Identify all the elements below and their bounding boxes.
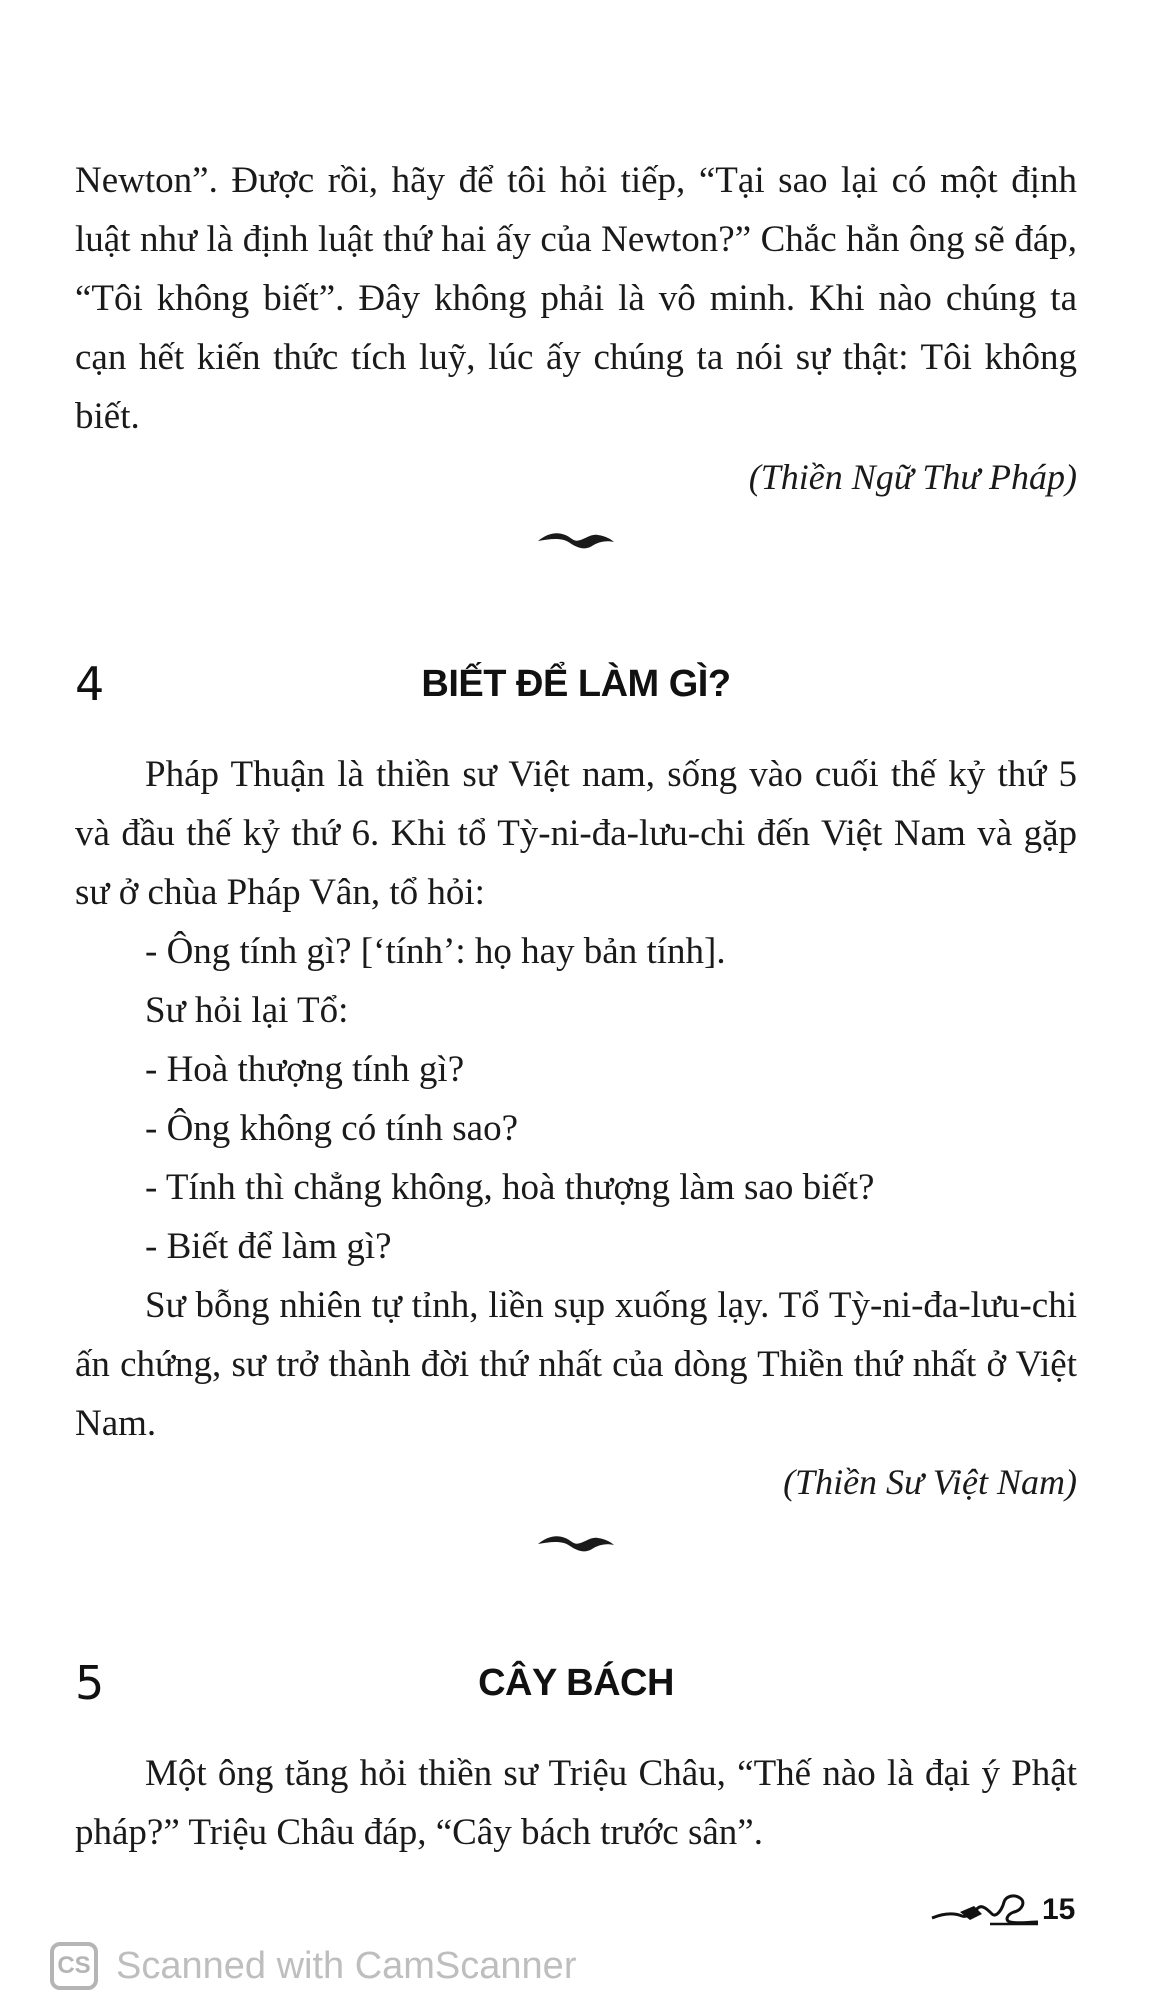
swash-divider-icon <box>536 527 616 553</box>
dialog-line: Sư hỏi lại Tổ: <box>145 990 349 1031</box>
section4-source: (Thiền Sư Việt Nam) <box>783 1462 1077 1502</box>
section-title: CÂY BÁCH <box>478 1662 674 1704</box>
section5-text-block <box>75 1744 1077 1862</box>
watermark-text: Scanned with CamScanner <box>116 1944 577 1987</box>
section-number: 5 <box>75 1656 105 1710</box>
camscanner-logo-icon: CS <box>50 1942 98 1990</box>
continuation-paragraph: Newton”. Được rồi, hãy để tôi hỏi tiếp, “Tại sao lại có một định luật như là định luật thứ hai ấy của Newton?” Chắc hẳn ông sẽ đáp, “Tôi không biết”. Đây không phải là vô minh. Khi nào chúng ta cạn hết kiến thức tích luỹ, lúc ấy chúng ta nói sự thật: Tôi không biết. <box>75 160 1077 437</box>
page-number: 15 <box>1042 1893 1076 1926</box>
section4-closing-paragraph: Sư bỗng nhiên tự tỉnh, liền sụp xuống lạy. Tổ Tỳ-ni-đa-lưu-chi ấn chứng, sư trở thành đời thứ nhất của dòng Thiền thứ nhất ở Việt Nam. <box>75 1285 1077 1444</box>
section5-paragraph: Một ông tăng hỏi thiền sư Triệu Châu, “Thế nào là đại ý Phật pháp?” Triệu Châu đáp, “Cây bách trước sân”. <box>75 1753 1077 1853</box>
section4-text-block <box>75 745 1077 1453</box>
dialog-line: - Ông không có tính sao? <box>145 1108 519 1149</box>
section-title: BIẾT ĐỂ LÀM GÌ? <box>421 663 731 705</box>
swash-divider-icon <box>536 1530 616 1556</box>
section-number: 4 <box>75 657 105 711</box>
section4-intro-paragraph: Pháp Thuận là thiền sư Việt nam, sống vào cuối thế kỷ thứ 5 và đầu thế kỷ thứ 6. Khi tổ Tỳ-ni-đa-lưu-chi đến Việt Nam và gặp sư ở chùa Pháp Vân, tổ hỏi: <box>75 754 1077 913</box>
calligraphy-flourish-icon <box>930 1890 1040 1930</box>
dialog-line: - Tính thì chẳng không, hoà thượng làm sao biết? <box>145 1167 875 1208</box>
camscanner-watermark <box>50 1938 576 1994</box>
dialog-line: - Ông tính gì? [‘tính’: họ hay bản tính]. <box>145 931 726 972</box>
dialog-line: - Biết để làm gì? <box>145 1226 392 1267</box>
continuation-source: (Thiền Ngữ Thư Pháp) <box>748 457 1077 497</box>
dialog-line: - Hoà thượng tính gì? <box>145 1049 465 1090</box>
continuation-text-block <box>75 151 1077 446</box>
